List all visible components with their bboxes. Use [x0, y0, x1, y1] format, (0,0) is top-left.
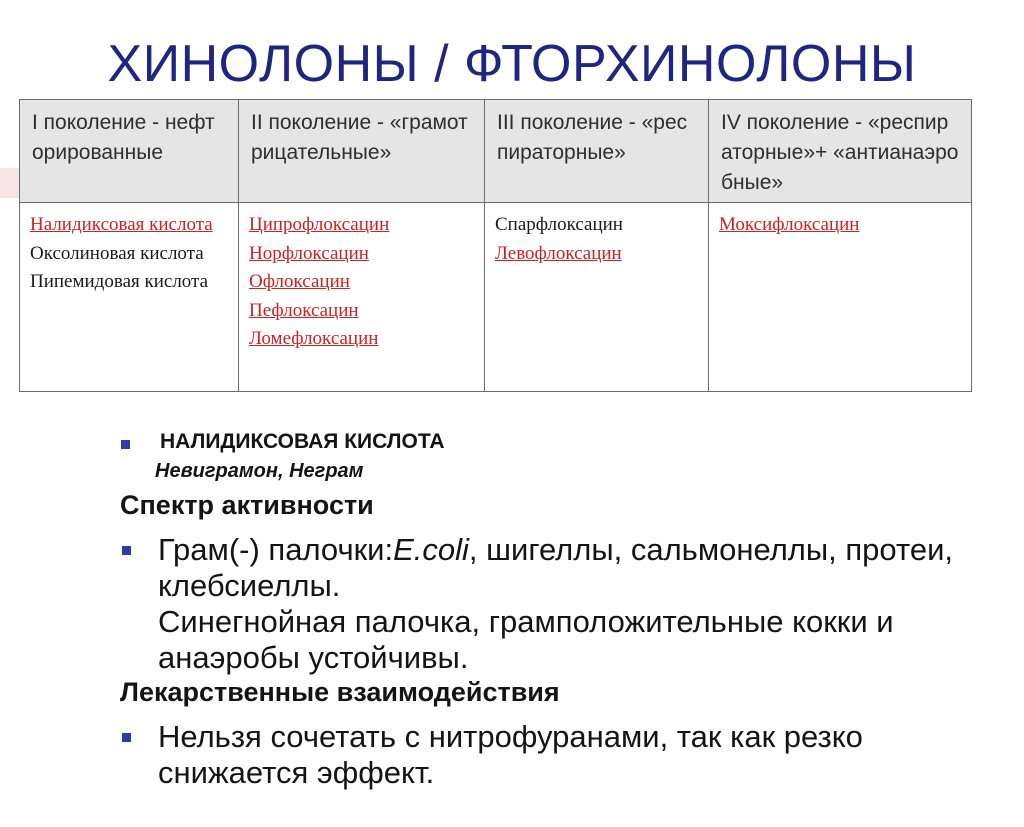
header-gen-1: I поколение - нефторированные — [20, 100, 239, 203]
drug-link[interactable]: Офлоксацин — [249, 271, 350, 292]
drug-link[interactable]: Ципрофлоксацин — [249, 214, 390, 235]
decorative-accent — [0, 168, 20, 198]
generations-table — [19, 99, 972, 392]
drug-link[interactable]: Пефлоксацин — [249, 299, 359, 321]
drug-name: Оксолиновая кислота — [30, 242, 204, 264]
drugs-gen-3 — [485, 203, 709, 392]
interactions-text: Нельзя сочетать с нитрофуранами, так как резко снижается эффект. — [158, 719, 863, 790]
drug-link[interactable]: Моксифлоксацин — [719, 214, 860, 235]
spectrum-text — [158, 532, 1008, 676]
spectrum-suffix: , шигеллы, сальмонеллы, протеи, клебсиеллы. — [158, 532, 953, 603]
table-row — [20, 203, 972, 392]
spectrum-heading: Спектр активности — [120, 490, 374, 520]
drug-link[interactable]: Ломефлоксацин — [249, 328, 379, 349]
drugs-gen-1 — [20, 203, 239, 392]
drug-link[interactable]: Норфлоксацин — [249, 242, 369, 264]
spectrum-prefix: Грам(-) палочки: — [158, 532, 394, 567]
drugs-gen-4 — [709, 203, 972, 392]
bullet-icon — [122, 733, 131, 742]
drug-name: Спарфлоксацин — [495, 214, 623, 235]
drugs-gen-2 — [239, 203, 485, 392]
bullet-icon — [122, 546, 131, 555]
table-header-row — [20, 100, 972, 203]
interactions-heading: Лекарственные взаимодействия — [120, 677, 560, 707]
drug-link[interactable]: Налидиксовая кислота — [30, 214, 213, 235]
organism-name: E.coli — [393, 532, 469, 567]
drug-link[interactable]: Левофлоксацин — [495, 242, 622, 264]
resistance-text: Синегнойная палочка, грамположительные кокки и анаэробы устойчивы. — [158, 604, 894, 675]
header-gen-3: III поколение - «респираторные» — [485, 100, 709, 203]
bullet-icon — [121, 440, 130, 449]
trade-names: Невиграмон, Неграм — [155, 460, 364, 482]
header-gen-2: II поколение - «грамотрицательные» — [239, 100, 485, 203]
drug-name: Пипемидовая кислота — [30, 271, 209, 292]
header-gen-4: IV поколение - «респираторные»+ «антианаэробные» — [709, 100, 972, 203]
drug-heading: НАЛИДИКСОВАЯ КИСЛОТА — [160, 430, 445, 453]
slide-title: ХИНОЛОНЫ / ФТОРХИНОЛОНЫ — [107, 35, 917, 93]
